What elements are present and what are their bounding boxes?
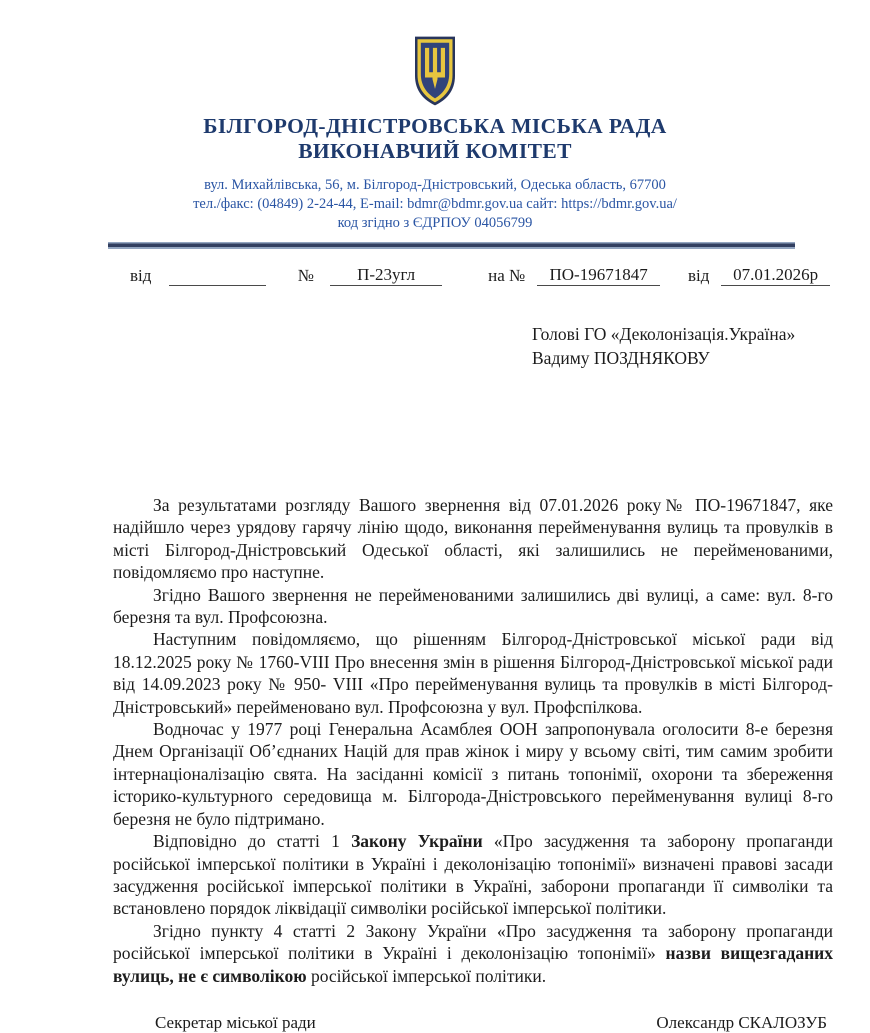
outgoing-number-label: №	[297, 266, 315, 285]
body-paragraph: Згідно Вашого звернення не перейменованими залишились дві вулиці, а саме: вул. 8-го березня та вул. Профсоюзна.	[113, 584, 833, 628]
reply-to-number-label: на №	[488, 266, 526, 285]
org-name-line2: ВИКОНАВЧИЙ КОМІТЕТ	[298, 139, 572, 163]
org-address: вул. Михайлівська, 56, м. Білгород-Дністровський, Одеська область, 67700	[204, 177, 666, 193]
reference-line	[130, 265, 830, 286]
outgoing-date-blank	[169, 285, 265, 286]
org-edrpou-code: код згідно з ЄДРПОУ 04056799	[337, 215, 533, 231]
body-paragraph: Відповідно до статті 1 Закону України «Про засудження та заборону пропаганди російської імперської політики в Україні і деколонізацію топонімії» визначені правові засади засудження російської імперської політики в Україні, заборони пропаганди її символіки та встановлено порядок ліквідації символіки російської імперської політики.	[113, 831, 833, 919]
body-paragraph: Наступним повідомляємо, що рішенням Білгород-Дністровської міської ради від 18.12.2025 року № 1760-VIII Про внесення змін в рішення Білгород-Дністровської міської ради від 14.09.2023 року № 950- VIII «Про перейменування вулиць та провулків в місті Білгород-Дністровський» перейменовано вул. Профсоюзна у вул. Профспілкова.	[113, 629, 833, 717]
outgoing-number-value: П-23угл	[330, 265, 442, 286]
reply-date-value: 07.01.2026р	[721, 265, 830, 286]
addressee-name: Вадиму ПОЗДНЯКОВУ	[532, 348, 710, 368]
letter-body	[113, 494, 833, 987]
org-phone-email-site: тел./факс: (04849) 2-24-44, E-mail: bdmr@bdmr.gov.ua сайт: https://bdmr.gov.ua/	[193, 196, 677, 212]
body-paragraph: Водночас у 1977 році Генеральна Асамблея ООН запропонувала оголосити 8-е березня Днем Організації Об’єднаних Націй для прав жінок і миру у всьому світі, тим самим зробити інтернаціоналізацію свята. На засіданні комісії з питань топонімії, охорони та збереження історико-культурного середовища м. Білгорода-Дністровського перейменування вулиці 8-го березня не було підтримано.	[113, 719, 833, 829]
org-name-line1: БІЛГОРОД-ДНІСТРОВСЬКА МІСЬКА РАДА	[203, 114, 667, 138]
outgoing-date-label: від	[130, 266, 152, 285]
header-divider	[108, 242, 795, 249]
signer-position: Секретар міської ради	[155, 1012, 316, 1032]
signer-name: Олександр СКАЛОЗУБ	[656, 1012, 827, 1032]
body-paragraph: За результатами розгляду Вашого звернення від 07.01.2026 року№ ПО-19671847, яке надійшло через урядову гарячу лінію щодо, виконання перейменування вулиць та провулків в місті Білгород-Дністровський Одеської області, які залишились не перейменованими, повідомляємо про наступне.	[113, 495, 833, 583]
ukraine-trident-emblem	[0, 34, 870, 108]
signature-block	[155, 1013, 827, 1033]
body-paragraph: Згідно пункту 4 статті 2 Закону України «Про засудження та заборону пропаганди російської імперської політики в Україні і деколонізацію топонімії» назви вищезгаданих вулиць, не є символікою російської імперської політики.	[113, 920, 833, 986]
letterhead	[0, 0, 870, 233]
addressee-position: Голові ГО «Деколонізація.Україна»	[532, 324, 796, 344]
addressee-block	[532, 322, 870, 370]
reply-date-label: від	[687, 266, 710, 285]
org-contacts	[0, 176, 870, 233]
reply-to-number-value: ПО-19671847	[537, 265, 660, 286]
